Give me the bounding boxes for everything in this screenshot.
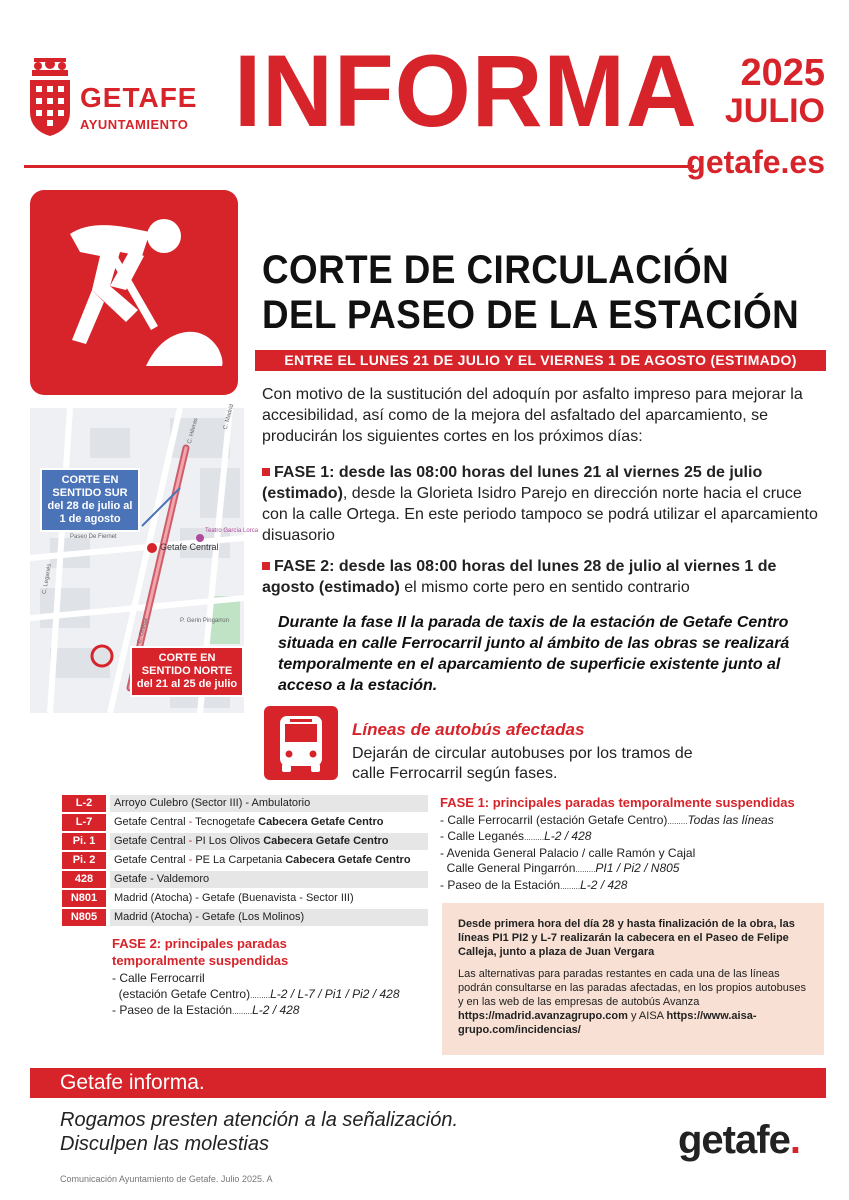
stop-item: - Calle Ferrocarril (estación Getafe Centro).........Todas las líneas: [440, 812, 774, 827]
affected-lines-table: [62, 795, 428, 928]
website-link[interactable]: getafe.es: [686, 144, 825, 180]
line-row: [62, 814, 428, 831]
fase2-heading: FASE 2: desde las 08:00 horas del lunes 28 de julio al viernes 1 de agosto (estimado): [262, 558, 777, 596]
header-divider: [24, 165, 694, 168]
getafe-logo: getafe.: [678, 1118, 800, 1162]
notice-title: [262, 248, 799, 338]
getafe-coat-of-arms-icon: [24, 56, 76, 138]
line-route: Getafe Central - Tecnogetafe Cabecera Getafe Centro: [114, 816, 384, 828]
map-label-hileras: C. Hileras: [186, 417, 200, 445]
map-label-paseo: Paseo De Fiernet: [70, 534, 117, 540]
intro-paragraph: Con motivo de la sustitución del adoquín por asfalto impreso para mejorar la accesibilidad, así como de la mejora del asfaltado del aparcamiento, se producirán los siguientes cortes en los próximos días:: [262, 386, 803, 445]
line-route: Getafe Central - PE La Carpetania Cabecera Getafe Centro: [114, 854, 411, 866]
note-bold: Desde primera hora del día 28 y hasta finalización de la obra, las líneas PI1 PI2 y L-7 realizarán la cabecera en el Paseo de Felipe Calleja, junto a plaza de Juan Vergara: [458, 918, 795, 958]
bullet-icon: [262, 468, 270, 476]
avanza-link[interactable]: https://madrid.avanzagrupo.com: [458, 1010, 628, 1022]
roadwork-sign: [30, 190, 238, 395]
bus-sign: [264, 706, 338, 780]
date-range-banner: ENTRE EL LUNES 21 DE JULIO Y EL VIERNES 1 DE AGOSTO (ESTIMADO): [255, 350, 826, 371]
stop-item: - Paseo de la Estación.........L-2 / 428: [440, 877, 628, 892]
map-label-madrid: C. Madrid: [222, 403, 236, 431]
stop-item: - Calle Leganés.........L-2 / 428: [440, 829, 592, 843]
bullet-icon: [262, 562, 270, 570]
aisa-link[interactable]: https://www.aisa-grupo.com/incidencias/: [458, 1010, 757, 1036]
note-text: Las alternativas para paradas restantes en cada una de las líneas podrán consultarse en las paradas afectadas, en los propios autobuses y en las web de las empresas de autobús Avanza https://madrid.avanzagrupo.com y AISA https://www.aisa-grupo.com/incidencias/: [458, 968, 806, 1036]
fase1-body: , desde la Glorieta Isidro Parejo en dirección norte hacia el cruce con la calle Ortega. En este periodo tampoco se podrá utilizar el aparcamiento disuasorio: [262, 485, 818, 544]
line-code: 428: [62, 871, 106, 888]
line-row: [62, 871, 428, 888]
line-row: [62, 795, 428, 812]
line-row: [62, 909, 428, 926]
line-route: Madrid (Atocha) - Getafe (Los Molinos): [110, 909, 428, 926]
fase1-stops-title: FASE 1: principales paradas temporalmente suspendidas: [440, 795, 795, 810]
org-name: GETAFE: [80, 82, 198, 113]
map-tag-sentido-norte: CORTE EN SENTIDO NORTE del 21 al 25 de julio: [130, 646, 244, 697]
footer-credit: Comunicación Ayuntamiento de Getafe. Julio 2025. A: [60, 1174, 273, 1184]
taxi-note: Durante la fase II la parada de taxis de la estación de Getafe Centro situada en calle Ferrocarril junto al ámbito de las obras se realizará temporalmente en el aparcamiento de superficie existente junto al acceso a la estación.: [278, 614, 790, 694]
footer-message: Rogamos presten atención a la señalización. Disculpen las molestias: [60, 1109, 459, 1155]
map-label-leganes: C. Leganés: [41, 563, 53, 595]
worker-digging-icon: [30, 190, 238, 395]
map-label-teatro: Teatro García Lorca: [205, 528, 259, 534]
line-code: Pi. 2: [62, 852, 106, 869]
org-subtitle: AYUNTAMIENTO: [80, 117, 189, 132]
notice-title-line2: DEL PASEO DE LA ESTACIÓN: [262, 293, 800, 338]
line-row: [62, 833, 428, 850]
headstop-note-box: [442, 903, 824, 1055]
line-route: Getafe - Valdemoro: [110, 871, 428, 888]
map-label-pinilla: P. Gerin Pingarron: [180, 618, 229, 624]
stop-item: - Calle Ferrocarril: [112, 971, 205, 985]
line-code: L-7: [62, 814, 106, 831]
fase1-stops: [440, 795, 830, 894]
line-route: Getafe Central - PI Los Olivos Cabecera Getafe Centro: [110, 833, 428, 850]
line-row: [62, 852, 428, 869]
fase1-paragraph: [262, 462, 824, 546]
line-row: [62, 890, 428, 907]
map-tag-sentido-sur: CORTE EN SENTIDO SUR del 28 de julio al 1 de agosto: [40, 468, 140, 532]
bus-section-title: Líneas de autobús afectadas: [352, 720, 585, 739]
bus-section-desc: Dejarán de circular autobuses por los tramos de calle Ferrocarril según fases.: [352, 745, 693, 782]
line-route: Madrid (Atocha) - Getafe (Buenavista - Sector III): [114, 892, 354, 904]
headline: INFORMA: [234, 34, 698, 148]
fase2-stops: [112, 935, 432, 1020]
fase1-heading: FASE 1: desde las 08:00 horas del lunes 21 al viernes 25 de julio (estimado): [262, 464, 763, 502]
stop-item: - Paseo de la Estación.........L-2 / 428: [112, 1003, 300, 1017]
line-code: N805: [62, 909, 106, 926]
map-label-station: Getafe Central: [160, 542, 219, 552]
month: JULIO: [724, 92, 825, 130]
line-route: Arroyo Culebro (Sector III) - Ambulatorio: [110, 795, 428, 812]
fase2-paragraph: [262, 556, 824, 598]
map-label-ortega: C. Ortega: [136, 617, 150, 645]
line-code: Pi. 1: [62, 833, 106, 850]
bus-icon: [264, 706, 338, 780]
line-code: N801: [62, 890, 106, 907]
notice-title-line1: CORTE DE CIRCULACIÓN: [262, 248, 730, 292]
footer-band: Getafe informa.: [30, 1068, 826, 1098]
year: 2025: [740, 52, 825, 94]
fase2-stops-title: FASE 2: principales paradas temporalmente suspendidas: [112, 936, 289, 968]
stop-item: Calle General Pingarrón.........PI1 / Pi2 / N805: [440, 861, 680, 875]
stop-item: - Avenida General Palacio / calle Ramón y Cajal: [440, 845, 696, 860]
line-code: L-2: [62, 795, 106, 812]
fase2-body: el mismo corte pero en sentido contrario: [399, 579, 690, 596]
stop-item: (estación Getafe Centro).........L-2 / L-7 / Pi1 / Pi2 / 428: [112, 986, 400, 1001]
closure-map: [30, 403, 259, 713]
